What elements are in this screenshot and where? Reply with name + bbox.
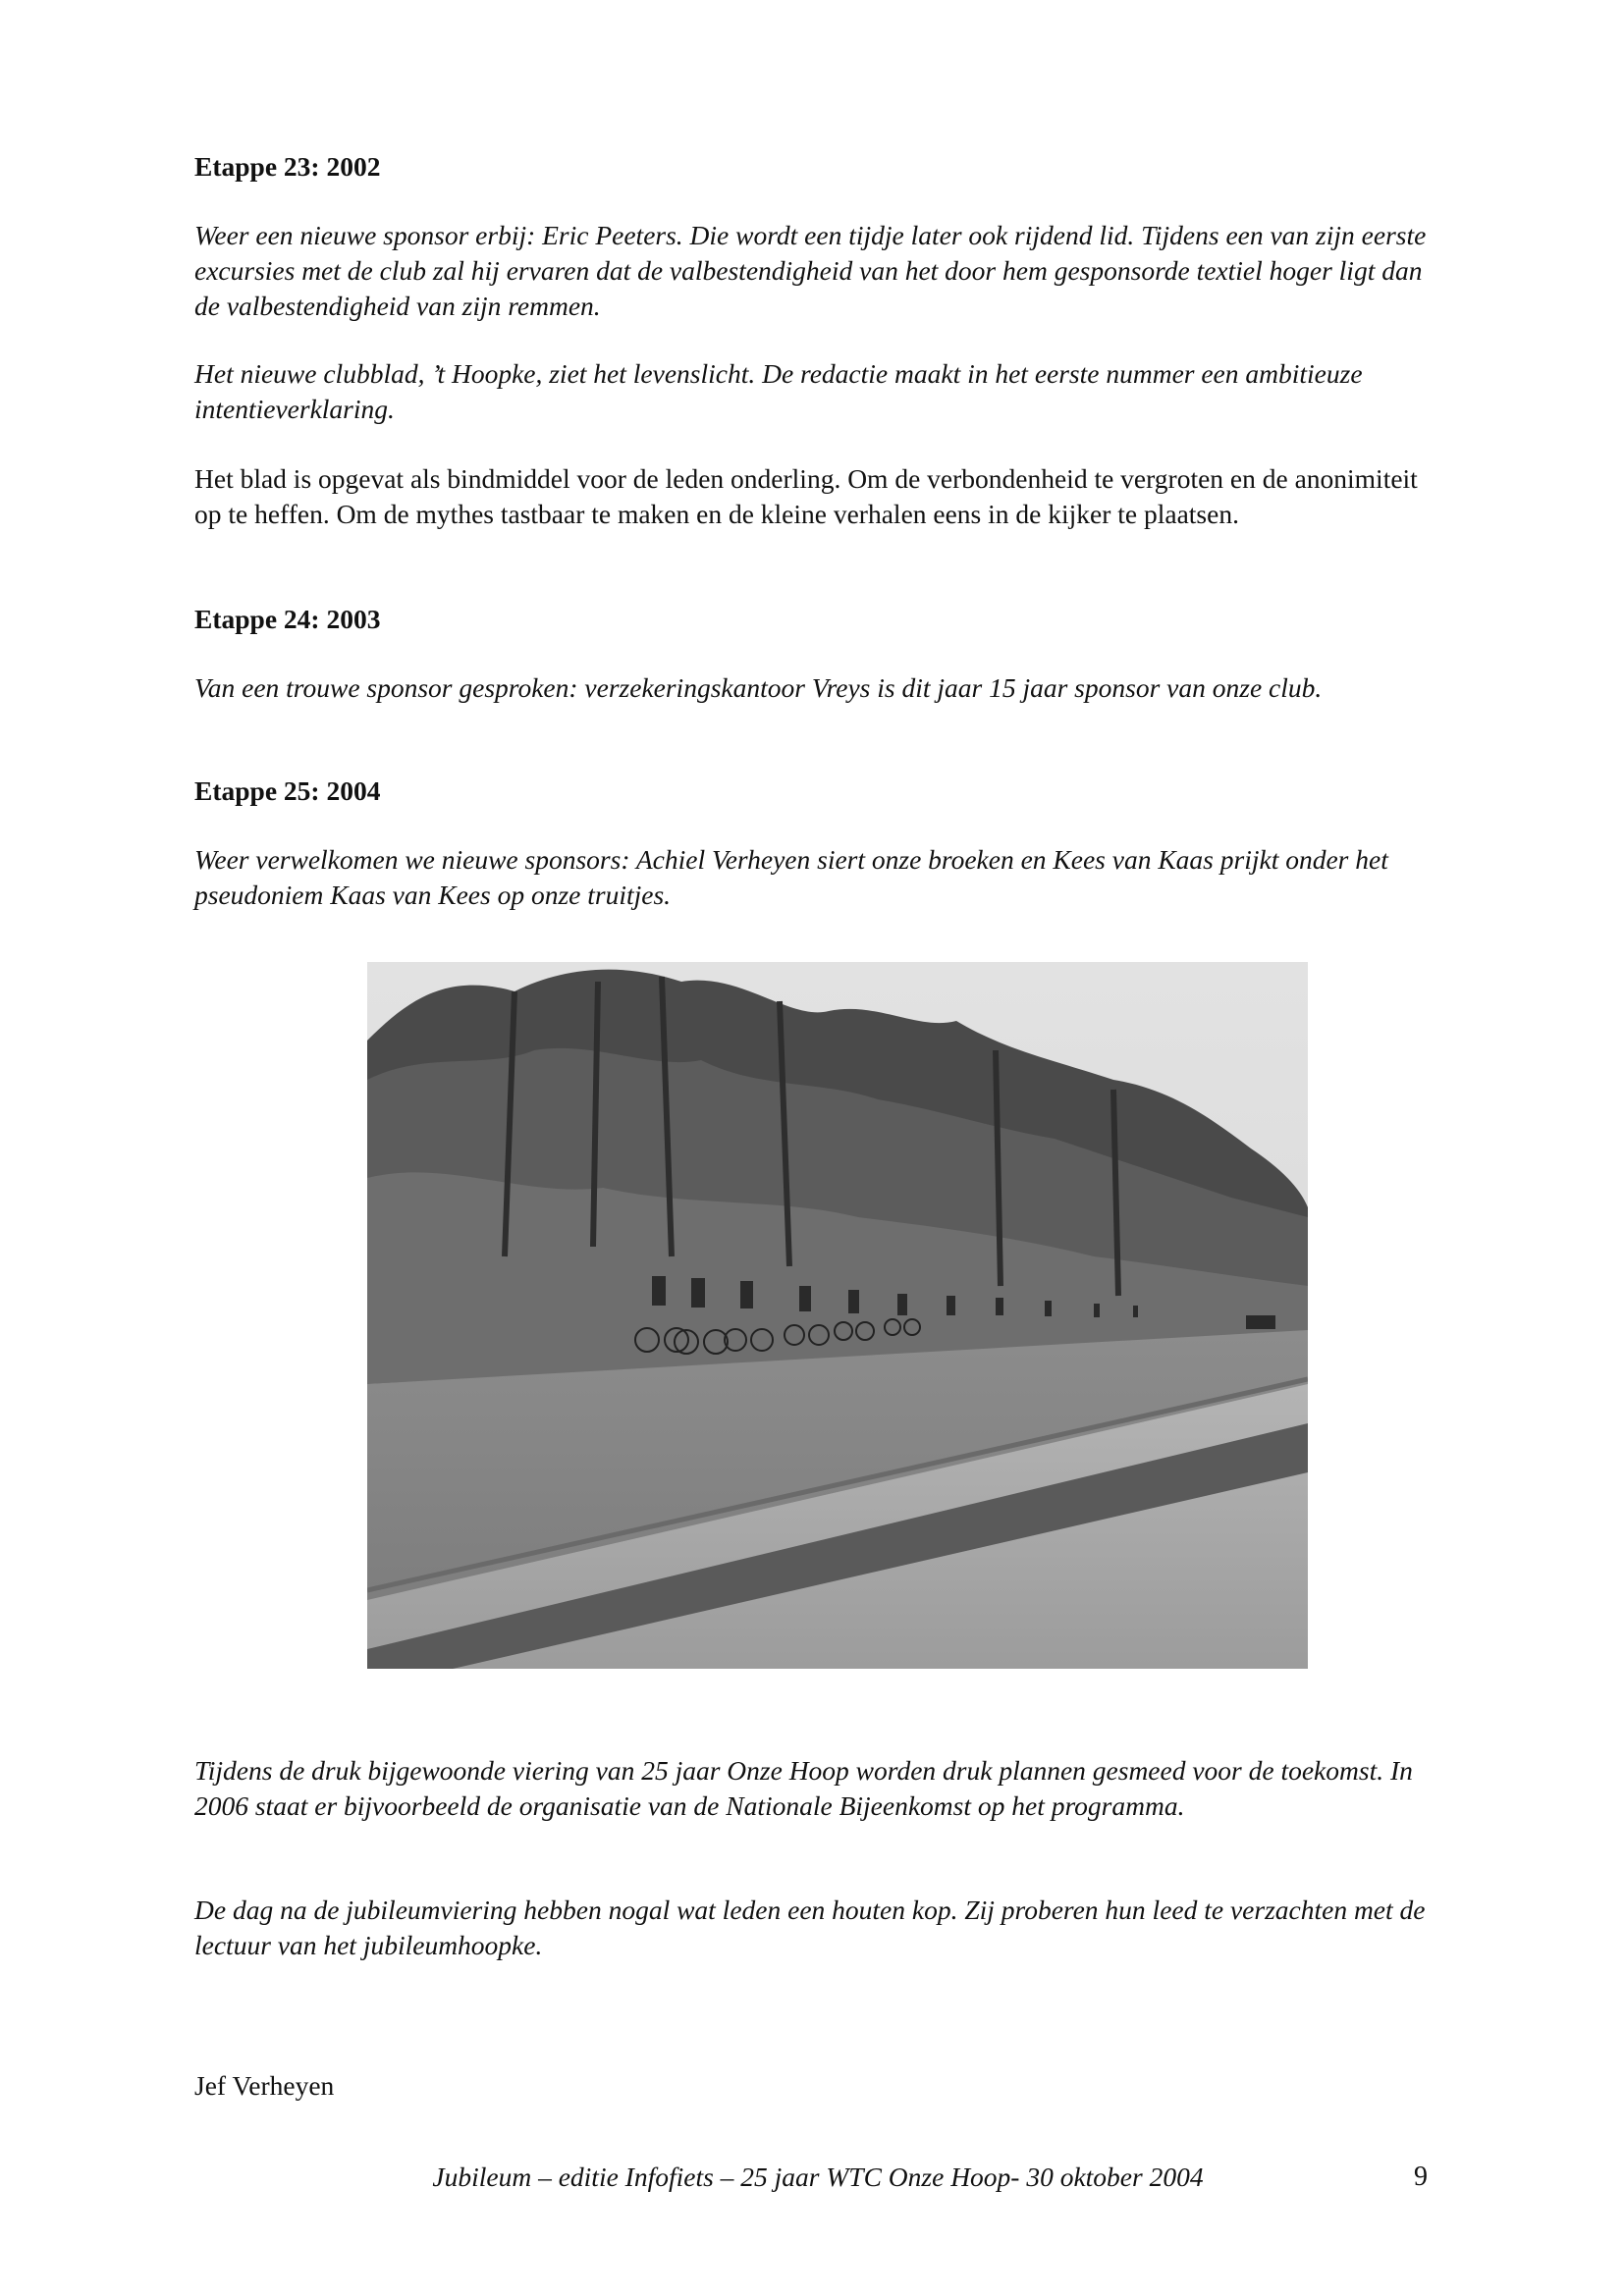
- page-number: 9: [1414, 2162, 1428, 2192]
- paragraph-jubileumviering: De dag na de jubileumviering hebben nogal wat leden een houten kop. Zij proberen hun leed te verzachten met de lectuur van het jubileumhoopke.: [194, 1895, 1426, 1960]
- signature: Jef Verheyen: [194, 2070, 335, 2101]
- paragraph-blad-bindmiddel: Het blad is opgevat als bindmiddel voor de leden onderling. Om de verbondenheid te vergroten en de anonimiteit op te heffen. Om de mythes tastbaar te maken en de kleine verhalen eens in de kijker te plaatsen.: [194, 463, 1418, 529]
- section-heading-2003: Etappe 24: 2003: [194, 604, 381, 634]
- section-heading-2002: Etappe 23: 2002: [194, 151, 381, 182]
- paragraph-clubblad: Het nieuwe clubblad, ’t Hoopke, ziet het levenslicht. De redactie maakt in het eerste nummer een ambitieuze intentieverklaring.: [194, 358, 1363, 424]
- cycling-group-photo: [367, 962, 1308, 1669]
- paragraph-new-sponsor-2002: Weer een nieuwe sponsor erbij: Eric Peeters. Die wordt een tijdje later ook rijdend lid. Tijdens een van zijn eerste excursies met de club zal hij ervaren dat de valbestendigheid van het door hem gesponsorde textiel hoger ligt dan de valbestendigheid van zijn remmen.: [194, 220, 1427, 321]
- page-footer: Jubileum – editie Infofiets – 25 jaar WTC Onze Hoop- 30 oktober 2004: [432, 2162, 1204, 2192]
- paragraph-sponsor-vreys: Van een trouwe sponsor gesproken: verzekeringskantoor Vreys is dit jaar 15 jaar sponsor van onze club.: [194, 672, 1323, 703]
- paragraph-viering: Tijdens de druk bijgewoonde viering van 25 jaar Onze Hoop worden druk plannen gesmeed voor de toekomst. In 2006 staat er bijvoorbeeld de organisatie van de Nationale Bijeenkomst op het programma.: [194, 1755, 1413, 1821]
- section-heading-2004: Etappe 25: 2004: [194, 775, 381, 806]
- paragraph-new-sponsors-2004: Weer verwelkomen we nieuwe sponsors: Achiel Verheyen siert onze broeken en Kees van Kaas prijkt onder het pseudoniem Kaas van Kees op onze truitjes.: [194, 844, 1388, 910]
